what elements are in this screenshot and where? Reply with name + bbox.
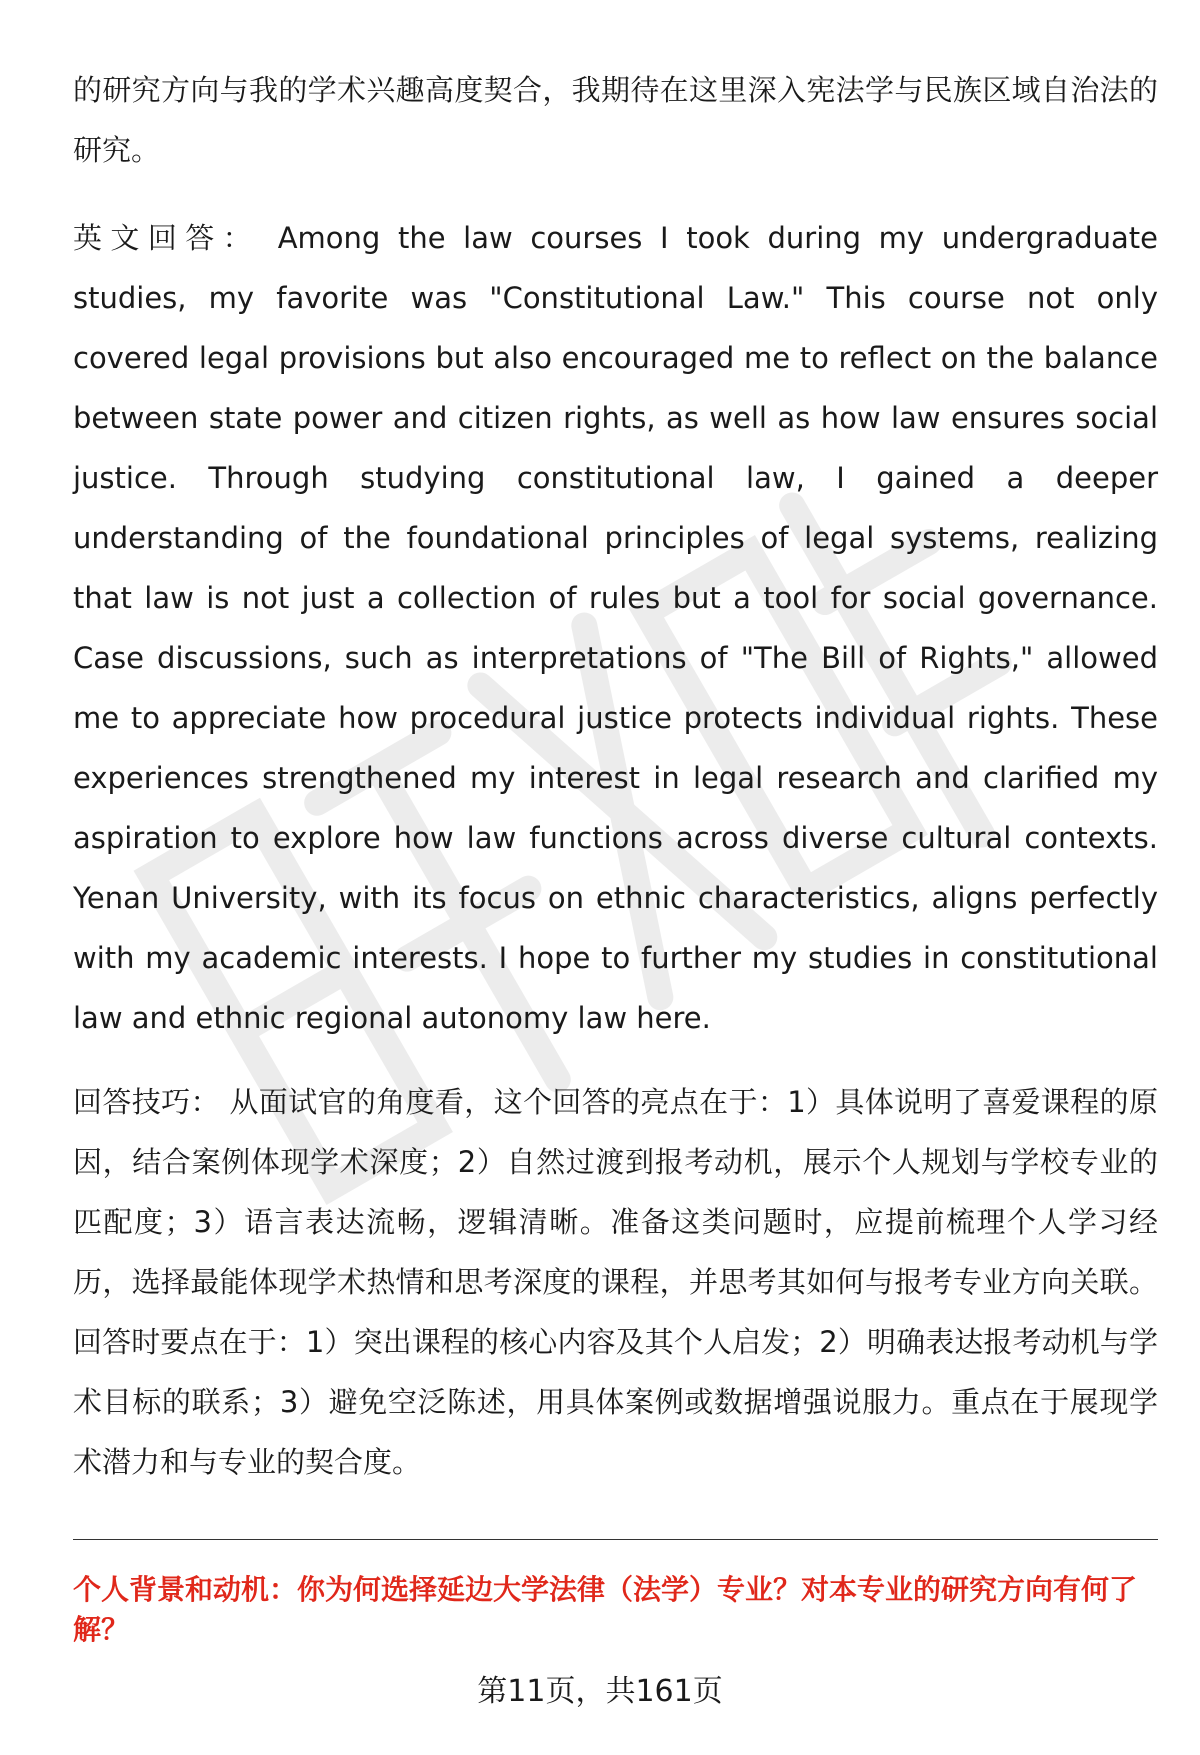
page-number: 第11页，共161页 xyxy=(477,1674,723,1709)
next-question-heading: 个人背景和动机：你为何选择延边大学法律（法学）专业？对本专业的研究方向有何了解？ xyxy=(73,1573,1138,1646)
english-answer-text: Among the law courses I took during my undergraduate studies, my favorite was "Constitutional Law." This course not only covered legal provisions but also encouraged me to reflect on the balance between state power and citizen rights, as well as how law ensures social justice. Through studying constitutional law, I gained a deeper understanding of the foundational principles of legal systems, realizing that law is not just a collection of rules but a tool for social governance. Case discussions, such as interpretations of "The Bill of Rights," allowed me to appreciate how procedural justice protects individual rights. These experiences strengthened my interest in legal research and clarified my aspiration to explore how law functions across diverse cultural contexts. Yenan University, with its focus on ethnic characteristics, aligns perfectly with my academic interests. I hope to further my studies in constitutional law and ethnic regional autonomy law here. xyxy=(73,221,1158,1035)
intro-text: 的研究方向与我的学术兴趣高度契合，我期待在这里深入宪法学与民族区域自治法的研究。 xyxy=(73,73,1158,167)
answer-tips-text: 从面试官的角度看，这个回答的亮点在于：1）具体说明了喜爱课程的原因，结合案例体现学术深度；2）自然过渡到报考动机，展示个人规划与学校专业的匹配度；3）语言表达流畅，逻辑清晰。准备这类问题时，应提前梳理个人学习经历，选择最能体现学术热情和思考深度的课程，并思考其如何与报考专业方向关联。回答时要点在于：1）突出课程的核心内容及其个人启发；2）明确表达报考动机与学术目标的联系；3）避免空泛陈述，用具体案例或数据增强说服力。重点在于展现学术潜力和与专业的契合度。 xyxy=(73,1085,1158,1479)
answer-tips-paragraph xyxy=(73,1072,1158,1492)
english-answer-paragraph xyxy=(73,208,1158,1048)
english-answer-label: 英文回答： xyxy=(73,221,261,255)
answer-tips-label: 回答技巧： xyxy=(73,1085,220,1119)
section-divider xyxy=(73,1539,1158,1540)
intro-paragraph xyxy=(73,60,1158,180)
